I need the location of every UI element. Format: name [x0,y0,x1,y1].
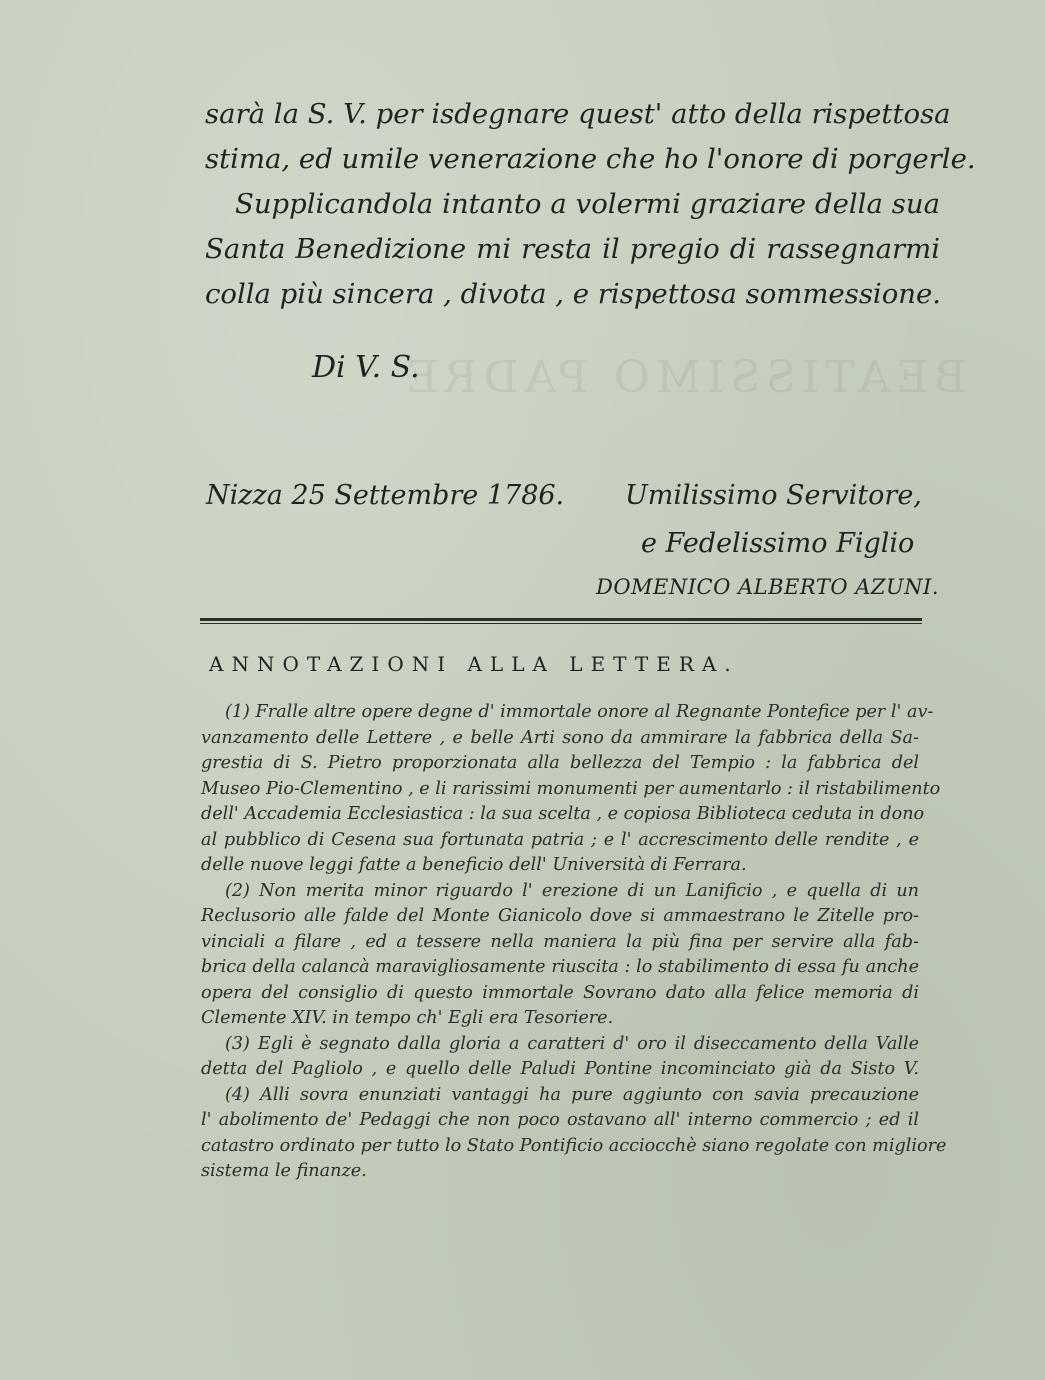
notes-body [201,700,947,1185]
note-line: delle nuove leggi fatte a beneficio dell' Università di Ferrara. [201,855,747,875]
signature-servitore: Umilissimo Servitore, [625,480,922,511]
note-line: brica della calancà maravigliosamente riuscita : lo stabilimento di essa fu anche [201,957,919,977]
letter-line: Supplicandola intanto a volermi graziare della sua [235,188,940,220]
divider-rule-thin [200,623,922,624]
note-line: vanzamento delle Lettere , e belle Arti sono da ammirare la fabbrica della Sa- [201,727,919,748]
note-line: Clemente XIV. in tempo ch' Egli era Tesoriere. [201,1008,614,1028]
letter-line: Santa Benedizione mi resta il pregio di rassegnarmi [205,233,940,265]
letter-date: Nizza 25 Settembre 1786. [206,480,565,511]
note-line: sistema le finanze. [201,1161,367,1181]
notes-heading: ANNOTAZIONI ALLA LETTERA. [209,652,739,676]
note-line: (3) Egli è segnato dalla gloria a caratteri d' oro il diseccamento della Valle [225,1033,919,1054]
letter-line: colla più sincera , divota , e rispettosa sommessione. [205,278,942,310]
note-line: vinciali a filare , ed a tessere nella maniera la più fina per servire alla fab- [201,931,919,952]
note-line: (2) Non merita minor riguardo l' erezione di un Lanificio , e quella di un [225,880,919,901]
closing-salutation: Di V. S. [312,350,420,385]
note-line: opera del consiglio di questo immortale Sovrano dato alla felice memoria di [201,982,919,1003]
note-line: (4) Alli sovra enunziati vantaggi ha pure aggiunto con savia precauzione [225,1084,919,1105]
bleed-through-ghost: BEATISSIMO PADRE [400,352,967,403]
note-line: detta del Pagliolo , e quello delle Paludi Pontine incominciato già da Sisto V. [201,1059,919,1079]
note-line: Reclusorio alle falde del Monte Gianicolo dove si ammaestrano le Zitelle pro- [201,906,919,926]
divider-rule [200,618,922,621]
note-line: Museo Pio-Clementino , e li rarissimi monumenti per aumentarlo : il ristabilimento [201,778,941,799]
signature-figlio: e Fedelissimo Figlio [641,528,915,559]
letter-body [205,92,976,317]
note-line: (1) Fralle altre opere degne d' immortale onore al Regnante Pontefice per l' av- [225,702,934,722]
note-line: grestia di S. Pietro proporzionata alla bellezza del Tempio : la fabbrica del [201,753,919,773]
note-line: catastro ordinato per tutto lo Stato Pontificio acciocchè siano regolate con migliore [201,1135,947,1156]
signature-author: DOMENICO ALBERTO AZUNI. [596,575,940,599]
note-line: l' abolimento de' Pedaggi che non poco ostavano all' interno commercio ; ed il [201,1110,919,1130]
note-line: al pubblico di Cesena sua fortunata patria ; e l' accrescimento delle rendite , e [201,829,919,850]
letter-line: stima, ed umile venerazione che ho l'onore di porgerle. [205,143,976,175]
note-line: dell' Accademia Ecclesiastica : la sua scelta , e copiosa Biblioteca ceduta in dono [201,804,925,824]
letter-line: sarà la S. V. per isdegnare quest' atto della rispettosa [205,98,951,130]
